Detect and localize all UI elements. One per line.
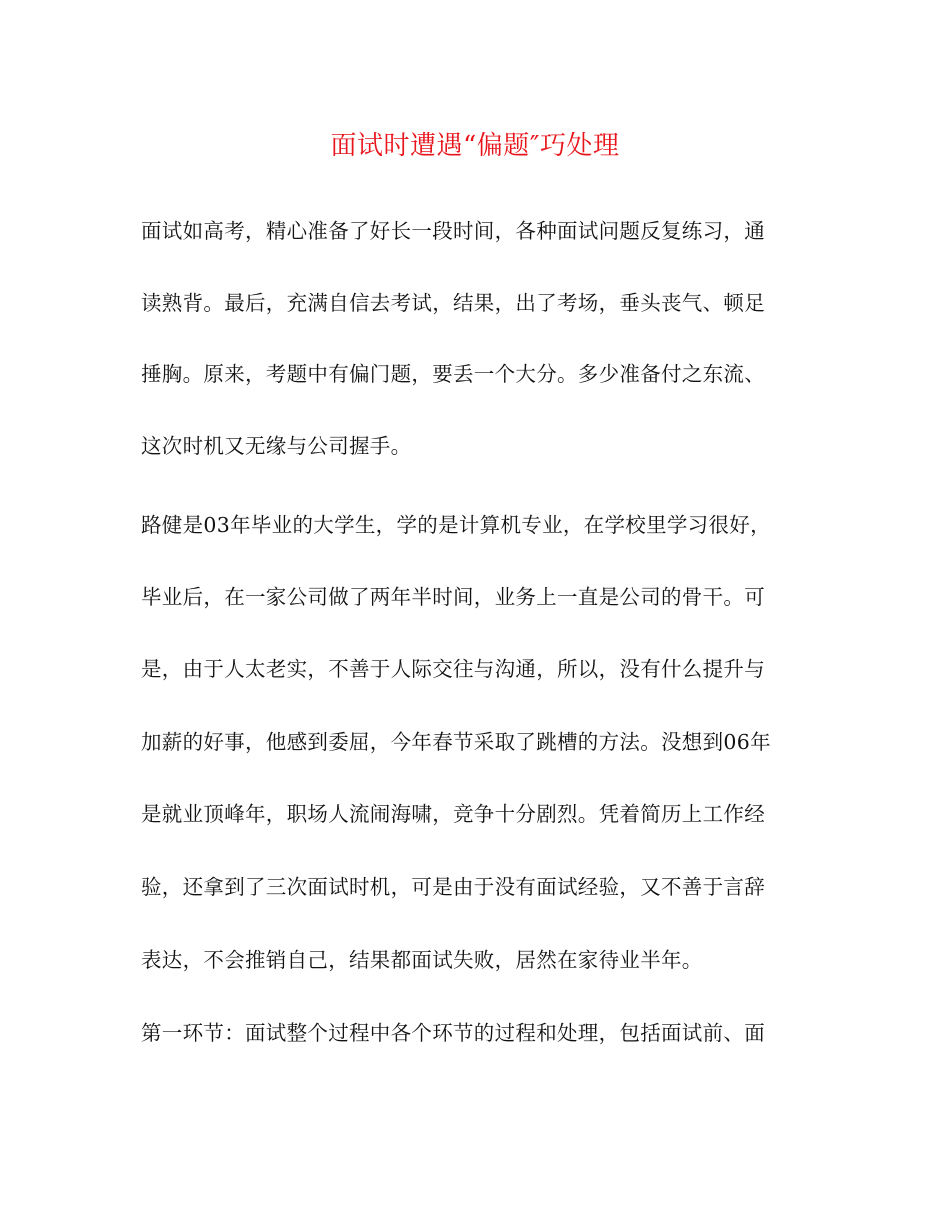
paragraph-line: 捶胸。原来，考题中有偏门题，要丢一个大分。多少准备付之东流、 (141, 362, 765, 386)
paragraph-line: 第一环节：面试整个过程中各个环节的过程和处理，包括面试前、面 (141, 1021, 765, 1045)
paragraph-line: 表达，不会推销自己，结果都面试失败，居然在家待业半年。 (141, 948, 703, 972)
paragraph-line: 验，还拿到了三次面试时机，可是由于没有面试经验，又不善于言辞 (141, 875, 765, 899)
paragraph-line: 是就业顶峰年，职场人流闹海啸，竞争十分剧烈。凭着简历上工作经 (141, 802, 765, 826)
paragraph-line: 路健是03年毕业的大学生，学的是计算机专业，在学校里学习很好， (141, 513, 771, 537)
paragraph-line: 是，由于人太老实，不善于人际交往与沟通，所以，没有什么提升与 (141, 657, 765, 681)
paragraph-line: 面试如高考，精心准备了好长一段时间，各种面试问题反复练习，通 (141, 219, 765, 243)
paragraph-line: 读熟背。最后，充满自信去考试，结果，出了考场，垂头丧气、顿足 (141, 291, 765, 315)
paragraph-line: 毕业后，在一家公司做了两年半时间，业务上一直是公司的骨干。可 (141, 585, 765, 609)
paragraph-line: 这次时机又无缘与公司握手。 (141, 434, 412, 458)
paragraph-line: 加薪的好事，他感到委屈，今年春节采取了跳槽的方法。没想到06年 (141, 730, 771, 754)
document-title: 面试时遭遇“偏题″巧处理 (330, 131, 620, 161)
